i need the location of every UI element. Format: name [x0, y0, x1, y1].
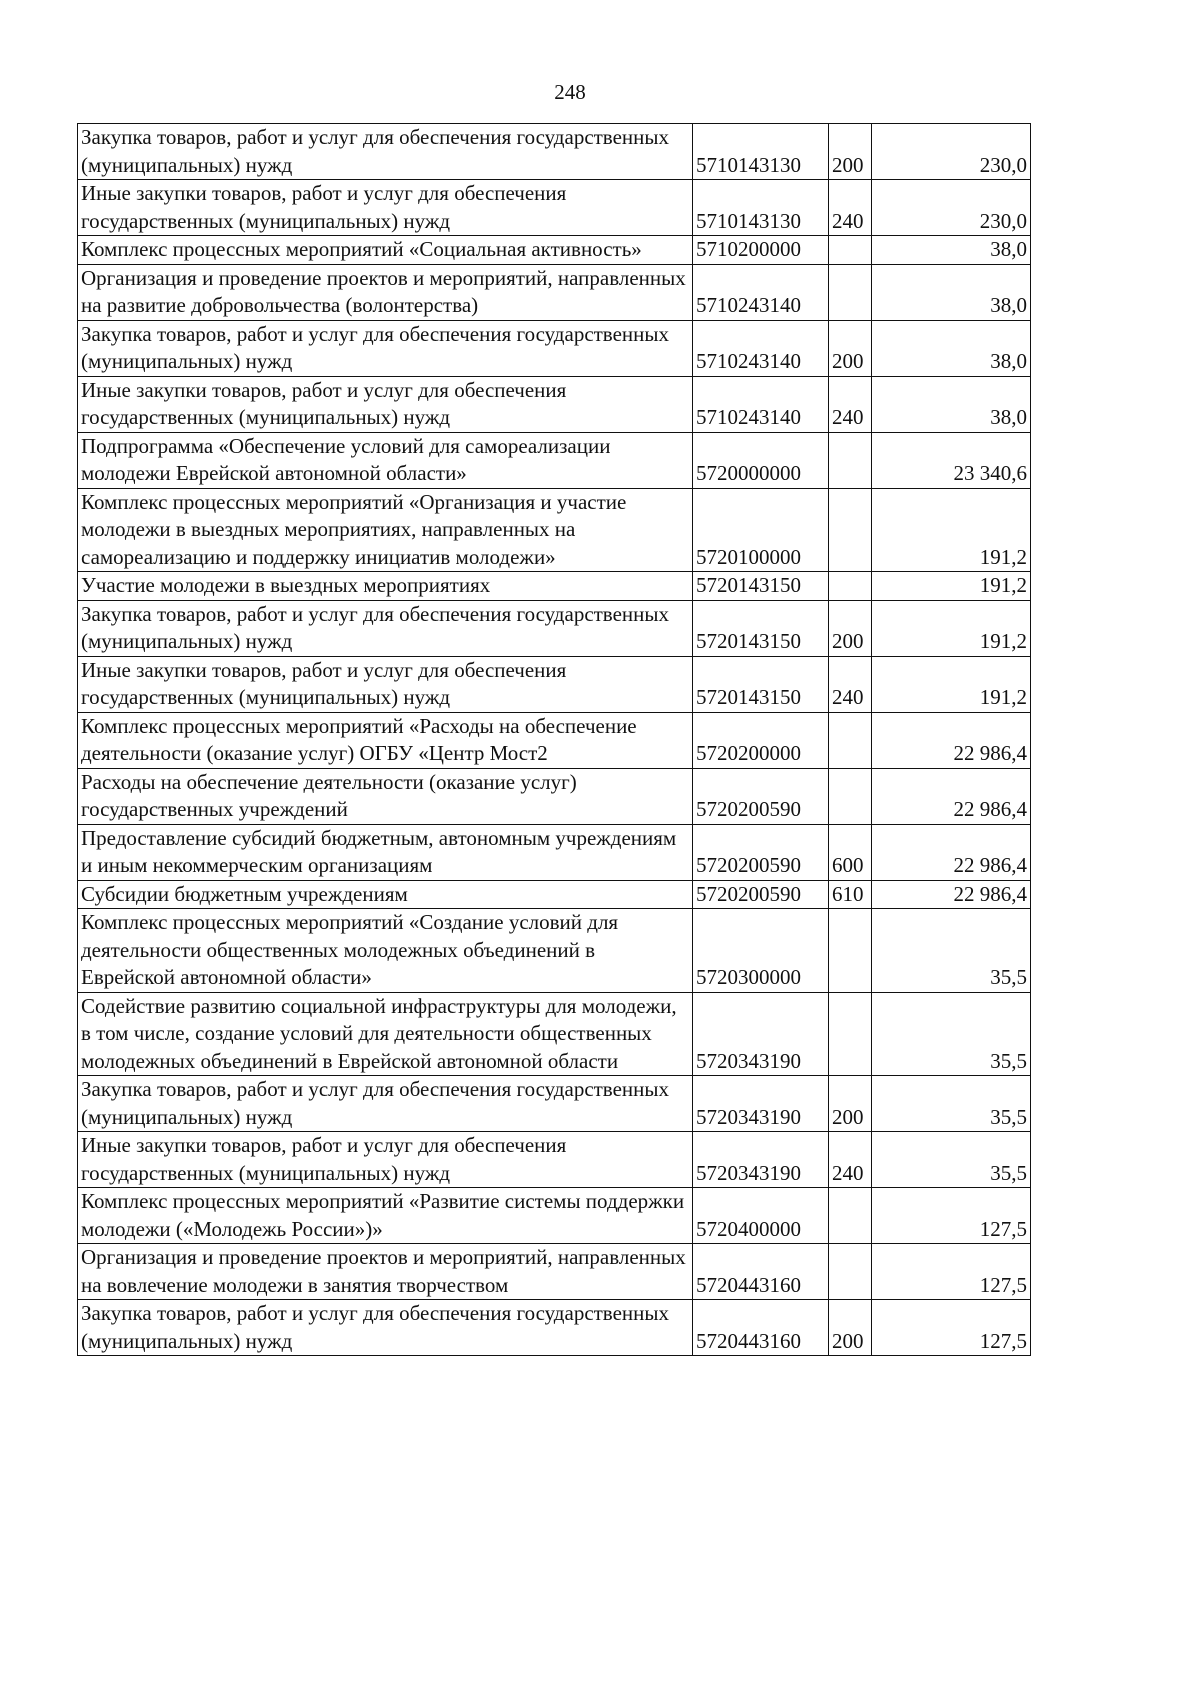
- target-article-cell: 5720343190: [693, 1076, 829, 1132]
- table-row: [78, 1076, 1031, 1132]
- expense-name-cell: Участие молодежи в выездных мероприятиях: [78, 572, 693, 601]
- amount-cell: 191,2: [872, 600, 1031, 656]
- target-article-cell: 5710243140: [693, 264, 829, 320]
- table-row: [78, 180, 1031, 236]
- table-row: [78, 236, 1031, 265]
- amount-cell: 230,0: [872, 180, 1031, 236]
- amount-cell: 191,2: [872, 656, 1031, 712]
- target-article-cell: 5720200590: [693, 824, 829, 880]
- amount-cell: 22 986,4: [872, 712, 1031, 768]
- expense-type-cell: [829, 992, 872, 1076]
- target-article-cell: 5720143150: [693, 656, 829, 712]
- expense-name-cell: Закупка товаров, работ и услуг для обеспечения государственных (муниципальных) нужд: [78, 320, 693, 376]
- expense-type-cell: 200: [829, 320, 872, 376]
- target-article-cell: 5720343190: [693, 992, 829, 1076]
- table-row: [78, 1300, 1031, 1356]
- expense-name-cell: Организация и проведение проектов и мероприятий, направленных на развитие добровольчества (волонтерства): [78, 264, 693, 320]
- target-article-cell: 5720200000: [693, 712, 829, 768]
- target-article-cell: 5720343190: [693, 1132, 829, 1188]
- target-article-cell: 5710143130: [693, 124, 829, 180]
- amount-cell: 38,0: [872, 376, 1031, 432]
- table-row: [78, 1244, 1031, 1300]
- amount-cell: 38,0: [872, 320, 1031, 376]
- expense-type-cell: [829, 1244, 872, 1300]
- amount-cell: 38,0: [872, 236, 1031, 265]
- expense-type-cell: 240: [829, 656, 872, 712]
- table-row: [78, 824, 1031, 880]
- expense-name-cell: Закупка товаров, работ и услуг для обеспечения государственных (муниципальных) нужд: [78, 1300, 693, 1356]
- expense-type-cell: [829, 264, 872, 320]
- amount-cell: 22 986,4: [872, 880, 1031, 909]
- table-row: [78, 712, 1031, 768]
- expense-type-cell: 200: [829, 124, 872, 180]
- expense-type-cell: [829, 909, 872, 993]
- table-body: [78, 124, 1031, 1356]
- target-article-cell: 5710200000: [693, 236, 829, 265]
- target-article-cell: 5720400000: [693, 1188, 829, 1244]
- amount-cell: 35,5: [872, 1132, 1031, 1188]
- page-number: 248: [554, 80, 586, 104]
- expense-name-cell: Комплекс процессных мероприятий «Социальная активность»: [78, 236, 693, 265]
- table-row: [78, 909, 1031, 993]
- target-article-cell: 5720100000: [693, 488, 829, 572]
- target-article-cell: 5720443160: [693, 1244, 829, 1300]
- expense-name-cell: Содействие развитию социальной инфраструктуры для молодежи, в том числе, создание условий для деятельности общественных молодежных объединений в Еврейской автономной области: [78, 992, 693, 1076]
- amount-cell: 127,5: [872, 1188, 1031, 1244]
- amount-cell: 35,5: [872, 1076, 1031, 1132]
- table-row: [78, 1188, 1031, 1244]
- amount-cell: 35,5: [872, 992, 1031, 1076]
- expense-name-cell: Иные закупки товаров, работ и услуг для обеспечения государственных (муниципальных) нужд: [78, 180, 693, 236]
- expense-type-cell: [829, 236, 872, 265]
- expense-name-cell: Закупка товаров, работ и услуг для обеспечения государственных (муниципальных) нужд: [78, 1076, 693, 1132]
- target-article-cell: 5710143130: [693, 180, 829, 236]
- table-row: [78, 992, 1031, 1076]
- expense-name-cell: Расходы на обеспечение деятельности (оказание услуг) государственных учреждений: [78, 768, 693, 824]
- expense-type-cell: 240: [829, 180, 872, 236]
- table-row: [78, 264, 1031, 320]
- budget-table: [77, 123, 1031, 1356]
- expense-type-cell: 200: [829, 1076, 872, 1132]
- amount-cell: 38,0: [872, 264, 1031, 320]
- target-article-cell: 5720200590: [693, 880, 829, 909]
- expense-type-cell: 600: [829, 824, 872, 880]
- target-article-cell: 5720143150: [693, 572, 829, 601]
- target-article-cell: 5720200590: [693, 768, 829, 824]
- expense-name-cell: Комплекс процессных мероприятий «Расходы на обеспечение деятельности (оказание услуг) ОГБУ «Центр Мост2: [78, 712, 693, 768]
- amount-cell: 191,2: [872, 488, 1031, 572]
- expense-type-cell: 240: [829, 1132, 872, 1188]
- table-row: [78, 488, 1031, 572]
- table-row: [78, 880, 1031, 909]
- expense-type-cell: 200: [829, 1300, 872, 1356]
- table-row: [78, 768, 1031, 824]
- expense-type-cell: 610: [829, 880, 872, 909]
- expense-type-cell: [829, 572, 872, 601]
- amount-cell: 23 340,6: [872, 432, 1031, 488]
- amount-cell: 191,2: [872, 572, 1031, 601]
- expense-name-cell: Организация и проведение проектов и мероприятий, направленных на вовлечение молодежи в занятия творчеством: [78, 1244, 693, 1300]
- amount-cell: 22 986,4: [872, 768, 1031, 824]
- expense-name-cell: Комплекс процессных мероприятий «Развитие системы поддержки молодежи («Молодежь России»)»: [78, 1188, 693, 1244]
- amount-cell: 127,5: [872, 1244, 1031, 1300]
- expense-name-cell: Комплекс процессных мероприятий «Организация и участие молодежи в выездных мероприятиях, направленных на самореализацию и поддержку инициатив молодежи»: [78, 488, 693, 572]
- expense-name-cell: Закупка товаров, работ и услуг для обеспечения государственных (муниципальных) нужд: [78, 600, 693, 656]
- expense-name-cell: Комплекс процессных мероприятий «Создание условий для деятельности общественных молодежных объединений в Еврейской автономной области»: [78, 909, 693, 993]
- target-article-cell: 5720443160: [693, 1300, 829, 1356]
- expense-type-cell: [829, 1188, 872, 1244]
- expense-name-cell: Иные закупки товаров, работ и услуг для обеспечения государственных (муниципальных) нужд: [78, 1132, 693, 1188]
- expense-type-cell: [829, 712, 872, 768]
- amount-cell: 22 986,4: [872, 824, 1031, 880]
- target-article-cell: 5720000000: [693, 432, 829, 488]
- expense-name-cell: Иные закупки товаров, работ и услуг для обеспечения государственных (муниципальных) нужд: [78, 656, 693, 712]
- amount-cell: 35,5: [872, 909, 1031, 993]
- table-row: [78, 124, 1031, 180]
- expense-type-cell: [829, 488, 872, 572]
- expense-name-cell: Подпрограмма «Обеспечение условий для самореализации молодежи Еврейской автономной области»: [78, 432, 693, 488]
- amount-cell: 127,5: [872, 1300, 1031, 1356]
- table-row: [78, 320, 1031, 376]
- expense-type-cell: 200: [829, 600, 872, 656]
- target-article-cell: 5720143150: [693, 600, 829, 656]
- table-row: [78, 572, 1031, 601]
- table-row: [78, 432, 1031, 488]
- expense-type-cell: [829, 432, 872, 488]
- expense-name-cell: Иные закупки товаров, работ и услуг для обеспечения государственных (муниципальных) нужд: [78, 376, 693, 432]
- target-article-cell: 5710243140: [693, 376, 829, 432]
- target-article-cell: 5710243140: [693, 320, 829, 376]
- expense-name-cell: Субсидии бюджетным учреждениям: [78, 880, 693, 909]
- target-article-cell: 5720300000: [693, 909, 829, 993]
- expense-type-cell: [829, 768, 872, 824]
- expense-name-cell: Предоставление субсидий бюджетным, автономным учреждениям и иным некоммерческим организациям: [78, 824, 693, 880]
- amount-cell: 230,0: [872, 124, 1031, 180]
- table-row: [78, 600, 1031, 656]
- table-row: [78, 1132, 1031, 1188]
- expense-name-cell: Закупка товаров, работ и услуг для обеспечения государственных (муниципальных) нужд: [78, 124, 693, 180]
- expense-type-cell: 240: [829, 376, 872, 432]
- table-row: [78, 376, 1031, 432]
- table-row: [78, 656, 1031, 712]
